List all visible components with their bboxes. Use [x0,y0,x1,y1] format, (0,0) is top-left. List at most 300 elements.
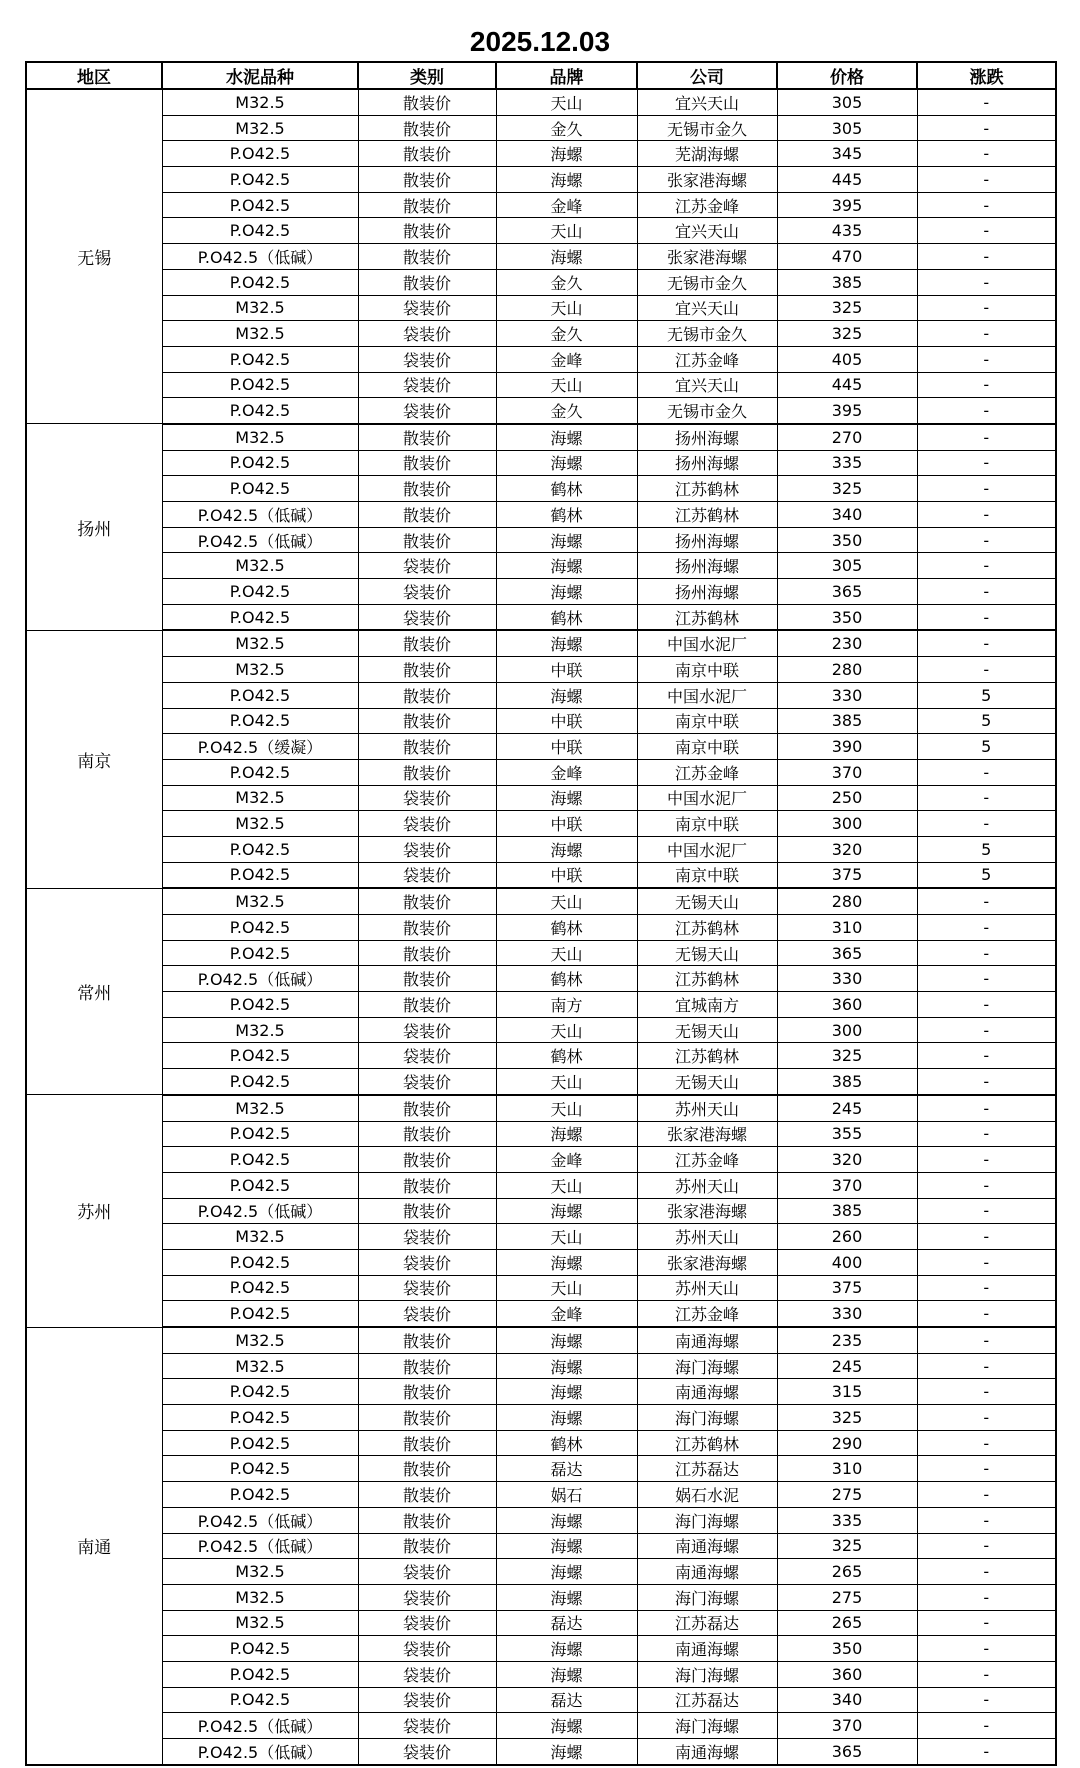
table-row [26,372,1056,398]
category-cell: 袋装价 [358,1043,496,1069]
company-cell: 江苏金峰 [637,346,777,372]
price-cell: 385 [777,269,917,295]
company-cell: 无锡天山 [637,940,777,966]
change-cell: - [917,295,1056,321]
change-cell: - [917,1687,1056,1713]
company-cell: 江苏金峰 [637,192,777,218]
price-cell: 360 [777,1661,917,1687]
table-row [26,708,1056,734]
cement-type-cell: P.O42.5 [162,346,358,372]
brand-cell: 天山 [496,888,637,914]
table-row [26,604,1056,630]
category-cell: 散装价 [358,502,496,528]
change-cell: 5 [917,734,1056,760]
cement-type-cell: P.O42.5 [162,192,358,218]
table-row [26,502,1056,528]
price-cell: 395 [777,192,917,218]
price-cell: 355 [777,1121,917,1147]
change-cell: - [917,218,1056,244]
category-cell: 袋装价 [358,1661,496,1687]
change-cell: - [917,579,1056,605]
category-cell: 散装价 [358,966,496,992]
price-cell: 350 [777,1636,917,1662]
brand-cell: 海螺 [496,682,637,708]
category-cell: 袋装价 [358,398,496,424]
company-cell: 海门海螺 [637,1353,777,1379]
change-cell: - [917,1430,1056,1456]
category-cell: 袋装价 [358,1224,496,1250]
company-cell: 张家港海螺 [637,1198,777,1224]
brand-cell: 天山 [496,1017,637,1043]
price-cell: 385 [777,1198,917,1224]
change-cell: - [917,811,1056,837]
table-row [26,1043,1056,1069]
category-cell: 散装价 [358,708,496,734]
change-cell: - [917,141,1056,167]
table-row [26,1327,1056,1353]
table-row [26,966,1056,992]
table-row [26,811,1056,837]
table-row [26,862,1056,888]
cement-type-cell: M32.5 [162,1095,358,1121]
company-cell: 江苏鹤林 [637,604,777,630]
change-cell: - [917,269,1056,295]
table-row [26,1482,1056,1508]
price-cell: 315 [777,1379,917,1405]
category-cell: 散装价 [358,940,496,966]
company-cell: 张家港海螺 [637,1249,777,1275]
table-row [26,1507,1056,1533]
cement-type-cell: M32.5 [162,1224,358,1250]
change-cell: - [917,398,1056,424]
table-row [26,1405,1056,1431]
cement-type-cell: M32.5 [162,1610,358,1636]
brand-cell: 金峰 [496,759,637,785]
company-cell: 中国水泥厂 [637,630,777,656]
price-cell: 265 [777,1559,917,1585]
brand-cell: 海螺 [496,141,637,167]
table-row [26,1224,1056,1250]
brand-cell: 海螺 [496,1739,637,1765]
company-cell: 海门海螺 [637,1713,777,1739]
change-cell: - [917,759,1056,785]
cement-type-cell: M32.5 [162,630,358,656]
company-cell: 无锡天山 [637,1017,777,1043]
brand-cell: 金峰 [496,1301,637,1327]
company-cell: 南通海螺 [637,1533,777,1559]
price-cell: 370 [777,1713,917,1739]
table-row [26,579,1056,605]
cement-type-cell: M32.5 [162,888,358,914]
price-cell: 435 [777,218,917,244]
category-cell: 袋装价 [358,811,496,837]
company-cell: 宜兴天山 [637,218,777,244]
brand-cell: 鹤林 [496,915,637,941]
price-cell: 330 [777,682,917,708]
region-cell: 常州 [26,888,162,1095]
category-cell: 散装价 [358,1147,496,1173]
change-cell: - [917,1739,1056,1765]
brand-cell: 磊达 [496,1687,637,1713]
category-cell: 袋装价 [358,295,496,321]
header-change: 涨跌 [917,62,1056,89]
table-row [26,888,1056,914]
brand-cell: 天山 [496,1069,637,1095]
table-row [26,218,1056,244]
region-cell: 南通 [26,1327,162,1765]
change-cell: - [917,167,1056,193]
cement-type-cell: P.O42.5 [162,940,358,966]
table-row [26,657,1056,683]
company-cell: 无锡天山 [637,1069,777,1095]
table-row [26,89,1056,115]
cement-type-cell: P.O42.5 [162,836,358,862]
cement-type-cell: P.O42.5（低碱） [162,502,358,528]
change-cell: - [917,1069,1056,1095]
cement-type-cell: P.O42.5 [162,1456,358,1482]
category-cell: 散装价 [358,167,496,193]
cement-type-cell: P.O42.5（低碱） [162,1713,358,1739]
brand-cell: 中联 [496,862,637,888]
company-cell: 苏州天山 [637,1224,777,1250]
change-cell: - [917,1610,1056,1636]
company-cell: 扬州海螺 [637,424,777,450]
company-cell: 江苏金峰 [637,1147,777,1173]
company-cell: 娲石水泥 [637,1482,777,1508]
brand-cell: 娲石 [496,1482,637,1508]
table-row [26,940,1056,966]
change-cell: - [917,1405,1056,1431]
category-cell: 袋装价 [358,1069,496,1095]
price-cell: 290 [777,1430,917,1456]
cement-type-cell: M32.5 [162,811,358,837]
cement-type-cell: P.O42.5 [162,915,358,941]
price-cell: 300 [777,811,917,837]
cement-type-cell: P.O42.5 [162,992,358,1018]
change-cell: - [917,115,1056,141]
cement-type-cell: P.O42.5 [162,708,358,734]
category-cell: 散装价 [358,115,496,141]
company-cell: 南通海螺 [637,1379,777,1405]
change-cell: - [917,527,1056,553]
category-cell: 散装价 [358,89,496,115]
table-row [26,1121,1056,1147]
category-cell: 袋装价 [358,1301,496,1327]
header-company: 公司 [637,62,777,89]
category-cell: 散装价 [358,1198,496,1224]
brand-cell: 金峰 [496,192,637,218]
category-cell: 散装价 [358,141,496,167]
price-cell: 350 [777,604,917,630]
price-cell: 370 [777,759,917,785]
brand-cell: 金久 [496,115,637,141]
change-cell: - [917,1147,1056,1173]
price-cell: 330 [777,966,917,992]
brand-cell: 天山 [496,1095,637,1121]
company-cell: 苏州天山 [637,1095,777,1121]
cement-type-cell: P.O42.5 [162,1301,358,1327]
price-cell: 325 [777,476,917,502]
change-cell: - [917,89,1056,115]
category-cell: 袋装价 [358,1713,496,1739]
company-cell: 扬州海螺 [637,553,777,579]
category-cell: 袋装价 [358,553,496,579]
brand-cell: 天山 [496,1172,637,1198]
change-cell: - [917,1198,1056,1224]
table-row [26,476,1056,502]
brand-cell: 海螺 [496,1353,637,1379]
cement-type-cell: M32.5 [162,115,358,141]
cement-type-cell: P.O42.5（低碱） [162,244,358,270]
price-cell: 325 [777,1533,917,1559]
category-cell: 袋装价 [358,1584,496,1610]
brand-cell: 天山 [496,940,637,966]
change-cell: - [917,1121,1056,1147]
company-cell: 海门海螺 [637,1507,777,1533]
category-cell: 散装价 [358,630,496,656]
price-cell: 345 [777,141,917,167]
brand-cell: 金久 [496,269,637,295]
table-row [26,992,1056,1018]
change-cell: - [917,1353,1056,1379]
price-cell: 335 [777,1507,917,1533]
change-cell: - [917,1559,1056,1585]
cement-type-cell: P.O42.5 [162,476,358,502]
brand-cell: 海螺 [496,836,637,862]
price-cell: 305 [777,89,917,115]
brand-cell: 海螺 [496,553,637,579]
change-cell: - [917,1224,1056,1250]
cement-type-cell: P.O42.5 [162,759,358,785]
cement-type-cell: P.O42.5（缓凝） [162,734,358,760]
category-cell: 散装价 [358,1507,496,1533]
table-row [26,836,1056,862]
cement-type-cell: P.O42.5 [162,682,358,708]
category-cell: 散装价 [358,682,496,708]
company-cell: 宜兴天山 [637,295,777,321]
price-cell: 445 [777,167,917,193]
cement-type-cell: M32.5 [162,1353,358,1379]
brand-cell: 海螺 [496,1584,637,1610]
company-cell: 苏州天山 [637,1275,777,1301]
company-cell: 无锡天山 [637,888,777,914]
category-cell: 散装价 [358,424,496,450]
table-row [26,915,1056,941]
table-row [26,1379,1056,1405]
change-cell: - [917,1249,1056,1275]
table-row [26,1017,1056,1043]
company-cell: 江苏鹤林 [637,502,777,528]
price-cell: 265 [777,1610,917,1636]
cement-type-cell: P.O42.5 [162,1147,358,1173]
category-cell: 散装价 [358,1456,496,1482]
company-cell: 海门海螺 [637,1405,777,1431]
table-row [26,1661,1056,1687]
price-cell: 340 [777,1687,917,1713]
category-cell: 袋装价 [358,1559,496,1585]
category-cell: 袋装价 [358,372,496,398]
price-cell: 275 [777,1482,917,1508]
brand-cell: 南方 [496,992,637,1018]
company-cell: 宜城南方 [637,992,777,1018]
table-row [26,1559,1056,1585]
table-row [26,1584,1056,1610]
brand-cell: 鹤林 [496,966,637,992]
brand-cell: 天山 [496,372,637,398]
cement-type-cell: M32.5 [162,424,358,450]
table-row [26,1353,1056,1379]
price-cell: 470 [777,244,917,270]
price-cell: 365 [777,1739,917,1765]
table-row [26,553,1056,579]
cement-type-cell: P.O42.5 [162,398,358,424]
company-cell: 南京中联 [637,811,777,837]
table-row [26,115,1056,141]
brand-cell: 海螺 [496,167,637,193]
header-price: 价格 [777,62,917,89]
price-cell: 260 [777,1224,917,1250]
company-cell: 江苏鹤林 [637,966,777,992]
price-cell: 280 [777,657,917,683]
brand-cell: 中联 [496,811,637,837]
price-cell: 395 [777,398,917,424]
company-cell: 江苏鹤林 [637,476,777,502]
price-cell: 310 [777,915,917,941]
brand-cell: 天山 [496,218,637,244]
category-cell: 袋装价 [358,321,496,347]
change-cell: - [917,1456,1056,1482]
table-row [26,450,1056,476]
company-cell: 张家港海螺 [637,244,777,270]
table-row [26,1456,1056,1482]
cement-type-cell: P.O42.5 [162,141,358,167]
category-cell: 散装价 [358,269,496,295]
category-cell: 袋装价 [358,1610,496,1636]
change-cell: - [917,346,1056,372]
table-row [26,321,1056,347]
table-row [26,192,1056,218]
table-row [26,1275,1056,1301]
table-row [26,682,1056,708]
company-cell: 江苏磊达 [637,1610,777,1636]
company-cell: 中国水泥厂 [637,836,777,862]
cement-type-cell: P.O42.5 [162,1069,358,1095]
brand-cell: 金峰 [496,346,637,372]
cement-type-cell: P.O42.5 [162,269,358,295]
change-cell: - [917,940,1056,966]
brand-cell: 金久 [496,321,637,347]
price-cell: 230 [777,630,917,656]
company-cell: 无锡市金久 [637,398,777,424]
brand-cell: 海螺 [496,1249,637,1275]
price-cell: 235 [777,1327,917,1353]
price-cell: 320 [777,836,917,862]
change-cell: - [917,1017,1056,1043]
cement-type-cell: P.O42.5 [162,218,358,244]
price-cell: 390 [777,734,917,760]
change-cell: - [917,992,1056,1018]
category-cell: 袋装价 [358,1636,496,1662]
category-cell: 散装价 [358,915,496,941]
price-cell: 350 [777,527,917,553]
cement-type-cell: P.O42.5 [162,1275,358,1301]
category-cell: 袋装价 [358,1017,496,1043]
brand-cell: 海螺 [496,527,637,553]
change-cell: - [917,192,1056,218]
change-cell: 5 [917,682,1056,708]
category-cell: 散装价 [358,1327,496,1353]
price-cell: 325 [777,1405,917,1431]
cement-type-cell: M32.5 [162,295,358,321]
table-row [26,141,1056,167]
change-cell: - [917,1172,1056,1198]
table-row [26,1533,1056,1559]
company-cell: 江苏鹤林 [637,1043,777,1069]
cement-type-cell: P.O42.5 [162,1249,358,1275]
price-cell: 385 [777,708,917,734]
company-cell: 中国水泥厂 [637,682,777,708]
price-cell: 445 [777,372,917,398]
header-region: 地区 [26,62,162,89]
category-cell: 散装价 [358,1353,496,1379]
brand-cell: 天山 [496,295,637,321]
brand-cell: 天山 [496,1224,637,1250]
brand-cell: 海螺 [496,1661,637,1687]
category-cell: 散装价 [358,1379,496,1405]
table-body [26,89,1056,1765]
table-row [26,1147,1056,1173]
price-cell: 250 [777,785,917,811]
category-cell: 袋装价 [358,1275,496,1301]
change-cell: - [917,1043,1056,1069]
category-cell: 袋装价 [358,836,496,862]
category-cell: 散装价 [358,192,496,218]
category-cell: 袋装价 [358,579,496,605]
cement-type-cell: M32.5 [162,657,358,683]
category-cell: 散装价 [358,759,496,785]
category-cell: 袋装价 [358,346,496,372]
brand-cell: 海螺 [496,1713,637,1739]
change-cell: - [917,630,1056,656]
header-brand: 品牌 [496,62,637,89]
price-cell: 365 [777,579,917,605]
cement-type-cell: P.O42.5（低碱） [162,1507,358,1533]
header-category: 类别 [358,62,496,89]
header-cement-type: 水泥品种 [162,62,358,89]
brand-cell: 海螺 [496,1327,637,1353]
cement-type-cell: M32.5 [162,89,358,115]
category-cell: 袋装价 [358,1687,496,1713]
change-cell: - [917,476,1056,502]
category-cell: 散装价 [358,527,496,553]
table-row [26,630,1056,656]
category-cell: 散装价 [358,1405,496,1431]
price-table [25,61,1057,1766]
category-cell: 散装价 [358,218,496,244]
table-row [26,1249,1056,1275]
brand-cell: 鹤林 [496,1430,637,1456]
table-row [26,1069,1056,1095]
brand-cell: 海螺 [496,1121,637,1147]
category-cell: 散装价 [358,1533,496,1559]
brand-cell: 磊达 [496,1610,637,1636]
brand-cell: 金久 [496,398,637,424]
change-cell: - [917,657,1056,683]
table-row [26,1095,1056,1121]
change-cell: - [917,1095,1056,1121]
company-cell: 南通海螺 [637,1559,777,1585]
change-cell: - [917,1636,1056,1662]
